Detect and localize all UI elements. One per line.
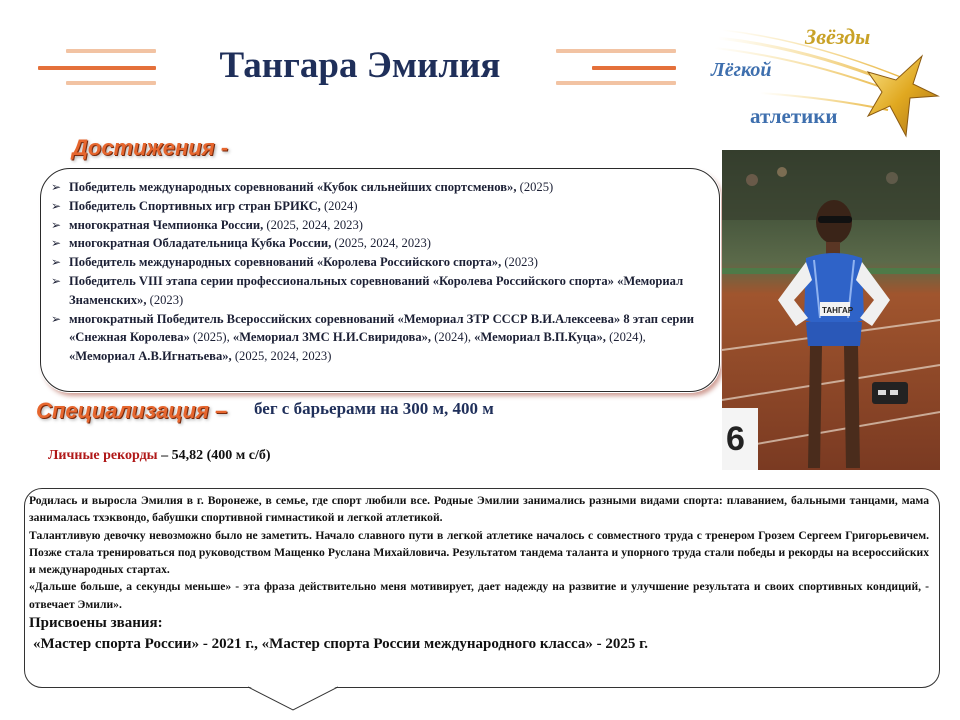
biography — [29, 492, 929, 654]
achievement-item — [50, 178, 710, 197]
personal-records — [48, 448, 271, 464]
lane-number: 6 — [726, 420, 745, 458]
achievements-list — [50, 178, 710, 366]
arrow-bullet-icon: ➢ — [51, 198, 62, 213]
achievement-item — [50, 234, 710, 253]
achievement-text: «Мемориал А.В.Игнатьева», — [69, 349, 232, 364]
athlete-photo — [722, 150, 940, 470]
achievement-text: Победитель международных соревнований «Кубок сильнейших спортсменов», — [69, 180, 517, 194]
records-value: – 54,82 (400 м с/б) — [157, 448, 271, 463]
achievement-years: (2024) — [320, 198, 358, 213]
arrow-bullet-icon: ➢ — [51, 311, 62, 326]
achievement-years: (2024), — [605, 330, 646, 345]
achievement-years: (2025), — [189, 330, 233, 345]
achievement-text: многократная Обладательница Кубка России, — [69, 236, 332, 251]
specialization-heading: Специализация – — [36, 398, 228, 423]
records-label: Личные рекорды — [48, 448, 158, 463]
achievements-heading: Достижения - — [72, 135, 229, 160]
titles-heading: Присвоены звания: — [29, 615, 163, 632]
page-title: Тангара Эмилия — [219, 45, 501, 86]
arrow-bullet-icon: ➢ — [51, 273, 62, 288]
specialization-value: бег с барьерами на 300 м, 400 м — [254, 399, 494, 418]
achievement-text: Победитель VIII этапа серии профессиональных соревнований «Королева Российского спорта» «Мемориал Знаменских», — [69, 273, 684, 307]
achievement-years: (2025, 2024, 2023) — [331, 236, 431, 251]
bio-paragraph: «Дальше больше, а секунды меньше» - эта фраза действительно меня мотивирует, дает надежду на развитие и улучшение результата и своих спортивных кондиций, - отвечает Эмили». — [29, 580, 929, 611]
achievement-text: Победитель Спортивных игр стран БРИКС, — [69, 198, 321, 213]
achievement-years: (2023) — [146, 292, 184, 307]
achievement-text: «Мемориал ЗМС Н.И.Свиридова», — [232, 330, 432, 345]
titles-value: «Мастер спорта России» - 2021 г., «Мастер спорта России международного класса» - 2025 г. — [33, 636, 648, 653]
callout-pointer — [248, 686, 338, 714]
achievement-years: (2025) — [516, 180, 554, 194]
achievement-item — [50, 253, 710, 272]
stars-of-athletics-logo — [700, 18, 940, 148]
arrow-bullet-icon: ➢ — [51, 255, 62, 270]
achievement-item — [50, 310, 710, 366]
achievement-text: Победитель международных соревнований «Королева Российского спорта», — [69, 255, 502, 270]
logo-word-stars: Звёзды — [805, 24, 871, 49]
achievement-years: (2023) — [501, 255, 538, 270]
arrow-bullet-icon: ➢ — [51, 236, 62, 251]
logo-word-light: Лёгкой — [711, 59, 772, 81]
achievement-years: (2024), — [431, 330, 475, 345]
achievement-text: «Мемориал В.П.Куца», — [474, 330, 606, 345]
arrow-bullet-icon: ➢ — [51, 180, 62, 194]
achievement-item — [50, 197, 710, 216]
achievement-item — [50, 272, 710, 310]
bio-paragraph: Талантливую девочку невозможно было не заметить. Начало славного пути в легкой атлетике началось с совместного труда с тренером Грозем Сергеем Григорьевичем. Позже стала тренироваться под руководством Мащенко Руслана Михайловича. Результатом тандема таланта и упорного труда стали победы и рекорды на всероссийских и международных стартах. — [29, 528, 929, 577]
achievement-text: многократный Победитель Всероссийских соревнований «Мемориал ЗТР СССР В.И.Алексеева» 8 этап серии «Снежная Королева» — [69, 311, 694, 345]
achievement-item — [50, 216, 710, 235]
arrow-bullet-icon: ➢ — [51, 217, 62, 232]
achievement-text: многократная Чемпионка России, — [69, 217, 264, 232]
bio-paragraph: Родилась и выросла Эмилия в г. Воронеже, в семье, где спорт любили все. Родные Эмилии занимались разными видами спорта: плаванием, бальными танцами, мама занималась тхэквондо, бабушки спортивной гимнастикой и легкой атлетикой. — [29, 494, 929, 525]
logo-word-athletics: атлетики — [750, 104, 838, 128]
bib-text: ТАНГАР — [822, 306, 854, 315]
achievement-years: (2025, 2024, 2023) — [263, 217, 363, 232]
achievement-years: (2025, 2024, 2023) — [231, 349, 332, 364]
